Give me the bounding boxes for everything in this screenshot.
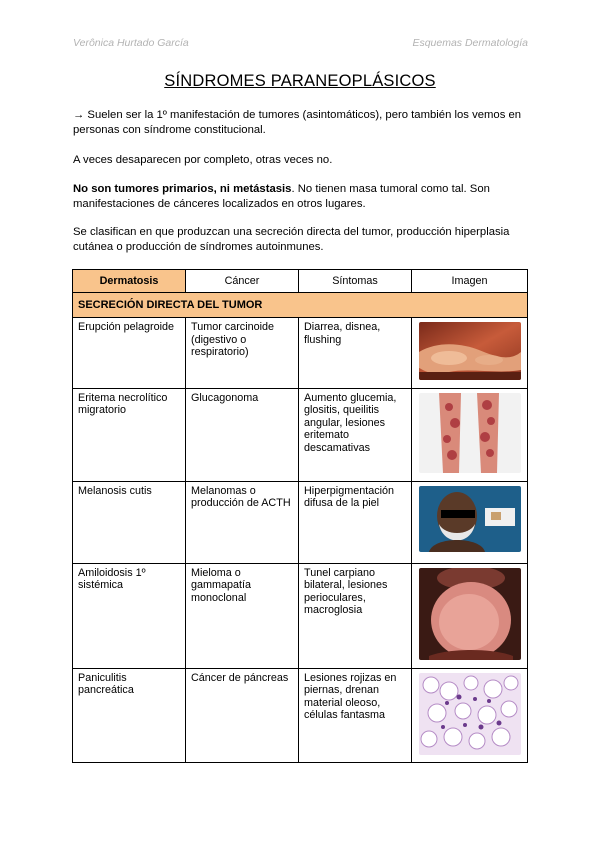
header-author: Verônica Hurtado García	[73, 37, 189, 49]
syndromes-table	[72, 269, 528, 763]
cell-dermatosis: Erupción pelagroide	[73, 318, 186, 389]
table-row	[73, 563, 528, 668]
col-header-sintomas: Síntomas	[299, 270, 412, 293]
col-header-cancer: Cáncer	[186, 270, 299, 293]
col-header-imagen: Imagen	[412, 270, 528, 293]
cell-dermatosis: Eritema necrolítico migratorio	[73, 388, 186, 481]
cell-cancer: Melanomas o producción de ACTH	[186, 481, 299, 563]
patient-portrait-image	[419, 486, 521, 552]
cell-sintomas: Aumento glucemia, glositis, queilitis angular, lesiones eritemato descamativas	[299, 388, 412, 481]
paragraph-disappear: A veces desaparecen por completo, otras veces no.	[73, 154, 333, 166]
cell-dermatosis: Paniculitis pancreática	[73, 668, 186, 763]
statement-rest: . No tienen masa tumoral como tal. Son manifestaciones de cánceres localizados en otros lugares.	[73, 183, 490, 210]
cell-cancer: Tumor carcinoide (digestivo o respiratorio)	[186, 318, 299, 389]
cell-cancer: Mieloma o gammapatía monoclonal	[186, 563, 299, 668]
cell-dermatosis: Melanosis cutis	[73, 481, 186, 563]
table-header-row	[73, 270, 528, 293]
section-title: SECRECIÓN DIRECTA DEL TUMOR	[73, 293, 528, 318]
bold-statement: No son tumores primarios, ni metástasis	[73, 183, 292, 195]
cell-cancer: Cáncer de páncreas	[186, 668, 299, 763]
col-header-dermatosis: Dermatosis	[73, 270, 186, 293]
cell-sintomas: Lesiones rojizas en piernas, drenan material oleoso, células fantasma	[299, 668, 412, 763]
skin-lesion-image	[419, 322, 521, 380]
histology-image	[419, 673, 521, 755]
table-row	[73, 481, 528, 563]
legs-erythema-image	[419, 393, 521, 473]
intro-paragraph: → Suelen ser la 1º manifestación de tumores (asintomáticos), pero también los vemos en personas con síndrome constitucional.	[73, 109, 522, 136]
page-title: SÍNDROMES PARANEOPLÁSICOS	[164, 72, 436, 90]
header-subject: Esquemas Dermatología	[412, 37, 528, 49]
table-row	[73, 318, 528, 389]
cell-sintomas: Diarrea, disnea, flushing	[299, 318, 412, 389]
table-row	[73, 388, 528, 481]
cell-cancer: Glucagonoma	[186, 388, 299, 481]
cell-sintomas: Hiperpigmentación difusa de la piel	[299, 481, 412, 563]
cell-sintomas: Tunel carpiano bilateral, lesiones perioculares, macroglosia	[299, 563, 412, 668]
macroglossia-image	[419, 568, 521, 660]
section-row	[73, 293, 528, 318]
paragraph-classification: Se clasifican en que produzcan una secreción directa del tumor, producción hiperplasia cutánea o producción de síndromes autoinmunes.	[73, 226, 510, 253]
table-row	[73, 668, 528, 763]
cell-dermatosis: Amiloidosis 1º sistémica	[73, 563, 186, 668]
paragraph-not-primary	[73, 182, 528, 212]
